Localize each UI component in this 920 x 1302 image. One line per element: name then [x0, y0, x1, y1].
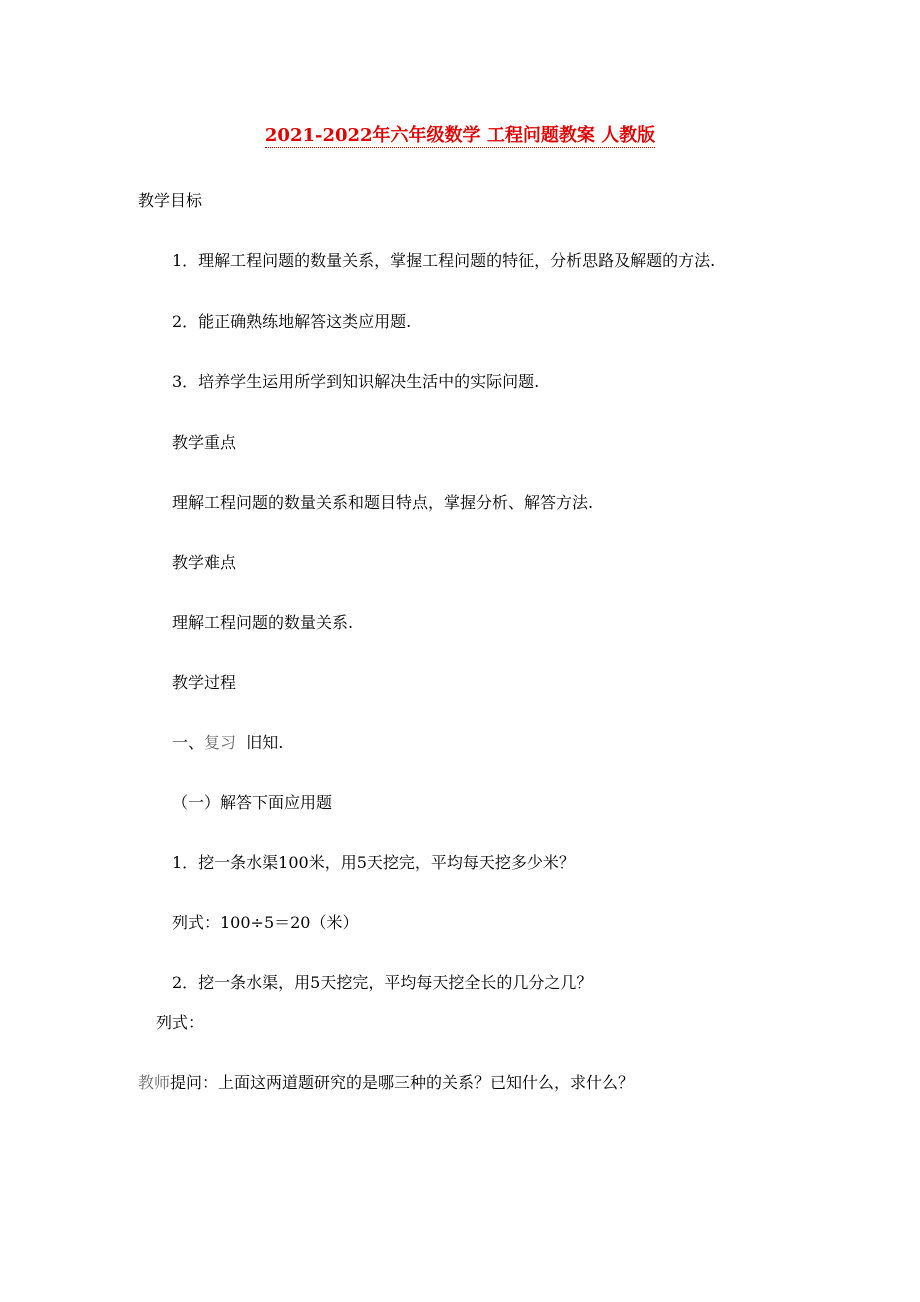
formula-2: 列式： [156, 1013, 205, 1032]
review-prefix: 一、 [172, 733, 205, 752]
teacher-question-text: 提问：上面这两道题研究的是哪三种的关系？已知什么，求什么？ [170, 1073, 635, 1092]
document-title [0, 124, 920, 148]
formula-1: 列式：100÷5＝20（米） [172, 913, 359, 932]
key-points-heading: 教学重点 [172, 433, 237, 452]
document-title-text: 2021-2022年六年级数学 工程问题教案 人教版 [264, 125, 656, 146]
subsection-heading: （一）解答下面应用题 [172, 793, 333, 812]
review-highlight: 复习 [204, 733, 237, 752]
objective-item-1: 1．理解工程问题的数量关系，掌握工程问题的特征，分析思路及解题的方法. [172, 251, 716, 270]
objective-item-3: 3．培养学生运用所学到知识解决生活中的实际问题. [172, 372, 540, 391]
problem-1: 1．挖一条水渠100米，用5天挖完，平均每天挖多少米？ [172, 853, 575, 872]
review-line [172, 733, 283, 753]
process-heading: 教学过程 [172, 673, 237, 692]
objectives-heading: 教学目标 [138, 191, 203, 210]
difficulty-heading: 教学难点 [172, 553, 237, 572]
teacher-question [138, 1073, 634, 1093]
problem-2: 2．挖一条水渠，用5天挖完，平均每天挖全长的几分之几？ [172, 973, 593, 992]
key-points-text: 理解工程问题的数量关系和题目特点，掌握分析、解答方法. [172, 493, 594, 512]
objective-item-2: 2．能正确熟练地解答这类应用题. [172, 312, 412, 331]
teacher-label: 教师 [138, 1073, 171, 1092]
difficulty-text: 理解工程问题的数量关系. [172, 613, 354, 632]
review-suffix: 旧知. [236, 733, 284, 752]
